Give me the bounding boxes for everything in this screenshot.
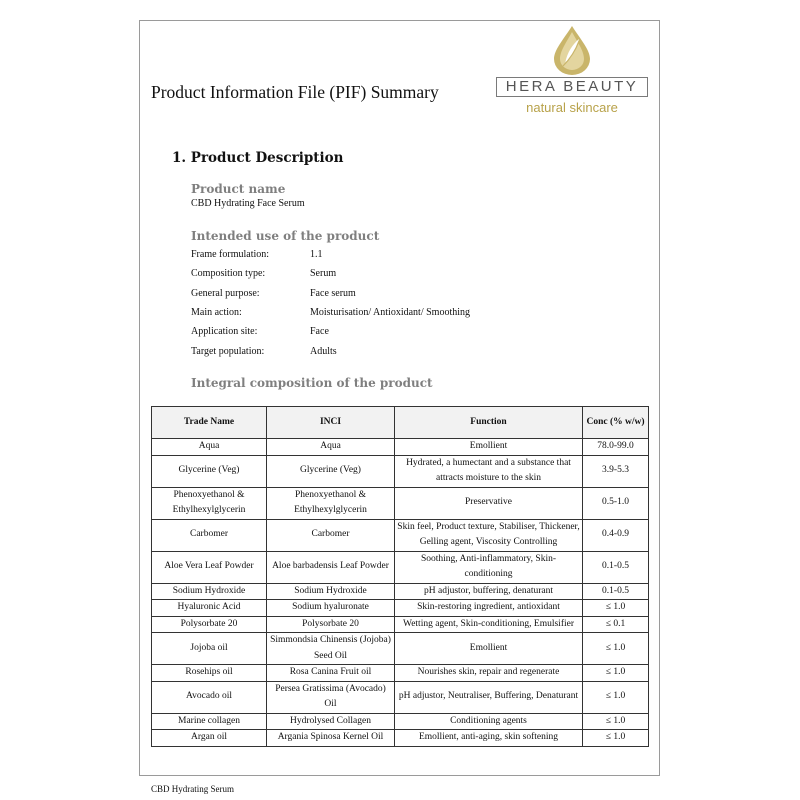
composition-heading: Integral composition of the product bbox=[191, 376, 433, 390]
intended-use-label: Application site: bbox=[191, 326, 258, 337]
intended-use-row bbox=[191, 268, 337, 279]
cell-trade-name: Glycerine (Veg) bbox=[152, 455, 267, 487]
footer-text: CBD Hydrating Serum bbox=[151, 784, 234, 794]
cell-conc: ≤ 1.0 bbox=[583, 730, 649, 747]
cell-conc: ≤ 1.0 bbox=[583, 681, 649, 713]
product-name-heading: Product name bbox=[191, 182, 286, 196]
cell-inci: Sodium hyaluronate bbox=[267, 600, 395, 617]
cell-inci: Simmondsia Chinensis (Jojoba) Seed Oil bbox=[267, 633, 395, 665]
intended-use-value: Serum bbox=[310, 268, 337, 279]
cell-function: Nourishes skin, repair and regenerate bbox=[395, 665, 583, 682]
cell-inci: Sodium Hydroxide bbox=[267, 583, 395, 600]
cell-inci: Polysorbate 20 bbox=[267, 616, 395, 633]
cell-inci: Hydrolysed Collagen bbox=[267, 713, 395, 730]
cell-conc: ≤ 0.1 bbox=[583, 616, 649, 633]
cell-conc: ≤ 1.0 bbox=[583, 665, 649, 682]
intended-use-row bbox=[191, 249, 323, 260]
intended-use-row bbox=[191, 307, 471, 318]
table-row bbox=[152, 439, 649, 456]
cell-trade-name: Marine collagen bbox=[152, 713, 267, 730]
cell-trade-name: Aloe Vera Leaf Powder bbox=[152, 551, 267, 583]
intended-use-label: Frame formulation: bbox=[191, 249, 270, 260]
intended-use-value: Moisturisation/ Antioxidant/ Smoothing bbox=[310, 307, 471, 318]
intended-use-row bbox=[191, 326, 329, 337]
cell-function: Emollient, anti-aging, skin softening bbox=[395, 730, 583, 747]
cell-conc: ≤ 1.0 bbox=[583, 633, 649, 665]
intended-use-value: Adults bbox=[310, 346, 337, 357]
intended-use-label: Main action: bbox=[191, 307, 242, 318]
cell-function: pH adjustor, Neutraliser, Buffering, Denaturant bbox=[395, 681, 583, 713]
cell-function: Preservative bbox=[395, 487, 583, 519]
table-row bbox=[152, 616, 649, 633]
gold-drop-leaf-icon bbox=[549, 24, 595, 76]
cell-trade-name: Phenoxyethanol & Ethylhexylglycerin bbox=[152, 487, 267, 519]
cell-trade-name: Carbomer bbox=[152, 519, 267, 551]
brand-tagline: natural skincare bbox=[526, 100, 618, 115]
intended-use-value: Face bbox=[310, 326, 329, 337]
cell-trade-name: Aqua bbox=[152, 439, 267, 456]
table-row bbox=[152, 455, 649, 487]
cell-trade-name: Sodium Hydroxide bbox=[152, 583, 267, 600]
intended-use-label: Composition type: bbox=[191, 268, 266, 279]
table-row bbox=[152, 713, 649, 730]
cell-function: Conditioning agents bbox=[395, 713, 583, 730]
composition-table bbox=[151, 406, 649, 747]
header-function: Function bbox=[395, 407, 583, 439]
cell-inci: Phenoxyethanol & Ethylhexylglycerin bbox=[267, 487, 395, 519]
intended-use-label: Target population: bbox=[191, 346, 265, 357]
table-row bbox=[152, 519, 649, 551]
cell-trade-name: Polysorbate 20 bbox=[152, 616, 267, 633]
cell-function: Skin-restoring ingredient, antioxidant bbox=[395, 600, 583, 617]
cell-conc: 0.1-0.5 bbox=[583, 551, 649, 583]
table-row bbox=[152, 551, 649, 583]
cell-function: Soothing, Anti-inflammatory, Skin-conditioning bbox=[395, 551, 583, 583]
intended-use-value: 1.1 bbox=[310, 249, 323, 260]
brand-logo bbox=[496, 24, 648, 116]
table-row bbox=[152, 633, 649, 665]
header-trade-name: Trade Name bbox=[152, 407, 267, 439]
table-row bbox=[152, 583, 649, 600]
cell-trade-name: Avocado oil bbox=[152, 681, 267, 713]
cell-conc: ≤ 1.0 bbox=[583, 600, 649, 617]
cell-function: Wetting agent, Skin-conditioning, Emulsifier bbox=[395, 616, 583, 633]
cell-function: pH adjustor, buffering, denaturant bbox=[395, 583, 583, 600]
cell-trade-name: Rosehips oil bbox=[152, 665, 267, 682]
cell-inci: Aqua bbox=[267, 439, 395, 456]
cell-trade-name: Jojoba oil bbox=[152, 633, 267, 665]
brand-name: HERA BEAUTY bbox=[496, 77, 648, 97]
cell-conc: 0.5-1.0 bbox=[583, 487, 649, 519]
intended-use-label: General purpose: bbox=[191, 288, 260, 299]
cell-inci: Carbomer bbox=[267, 519, 395, 551]
cell-inci: Persea Gratissima (Avocado) Oil bbox=[267, 681, 395, 713]
table-row bbox=[152, 487, 649, 519]
cell-function: Skin feel, Product texture, Stabiliser, Thickener, Gelling agent, Viscosity Controlling bbox=[395, 519, 583, 551]
cell-function: Hydrated, a humectant and a substance that attracts moisture to the skin bbox=[395, 455, 583, 487]
cell-trade-name: Hyaluronic Acid bbox=[152, 600, 267, 617]
cell-conc: ≤ 1.0 bbox=[583, 713, 649, 730]
table-row bbox=[152, 600, 649, 617]
intended-use-row bbox=[191, 288, 356, 299]
intended-use-row bbox=[191, 346, 337, 357]
cell-function: Emollient bbox=[395, 633, 583, 665]
cell-trade-name: Argan oil bbox=[152, 730, 267, 747]
cell-conc: 78.0-99.0 bbox=[583, 439, 649, 456]
cell-inci: Argania Spinosa Kernel Oil bbox=[267, 730, 395, 747]
table-row bbox=[152, 665, 649, 682]
cell-conc: 0.4-0.9 bbox=[583, 519, 649, 551]
header-conc: Conc (% w/w) bbox=[583, 407, 649, 439]
table-header-row bbox=[152, 407, 649, 439]
cell-conc: 0.1-0.5 bbox=[583, 583, 649, 600]
document-title: Product Information File (PIF) Summary bbox=[151, 82, 439, 102]
cell-function: Emollient bbox=[395, 439, 583, 456]
cell-inci: Rosa Canina Fruit oil bbox=[267, 665, 395, 682]
cell-inci: Glycerine (Veg) bbox=[267, 455, 395, 487]
intended-use-value: Face serum bbox=[310, 288, 356, 299]
section-heading: 1. Product Description bbox=[172, 150, 344, 166]
table-row bbox=[152, 681, 649, 713]
header-inci: INCI bbox=[267, 407, 395, 439]
product-name-value: CBD Hydrating Face Serum bbox=[191, 198, 305, 209]
cell-inci: Aloe barbadensis Leaf Powder bbox=[267, 551, 395, 583]
cell-conc: 3.9-5.3 bbox=[583, 455, 649, 487]
intended-use-heading: Intended use of the product bbox=[191, 229, 380, 243]
table-row bbox=[152, 730, 649, 747]
